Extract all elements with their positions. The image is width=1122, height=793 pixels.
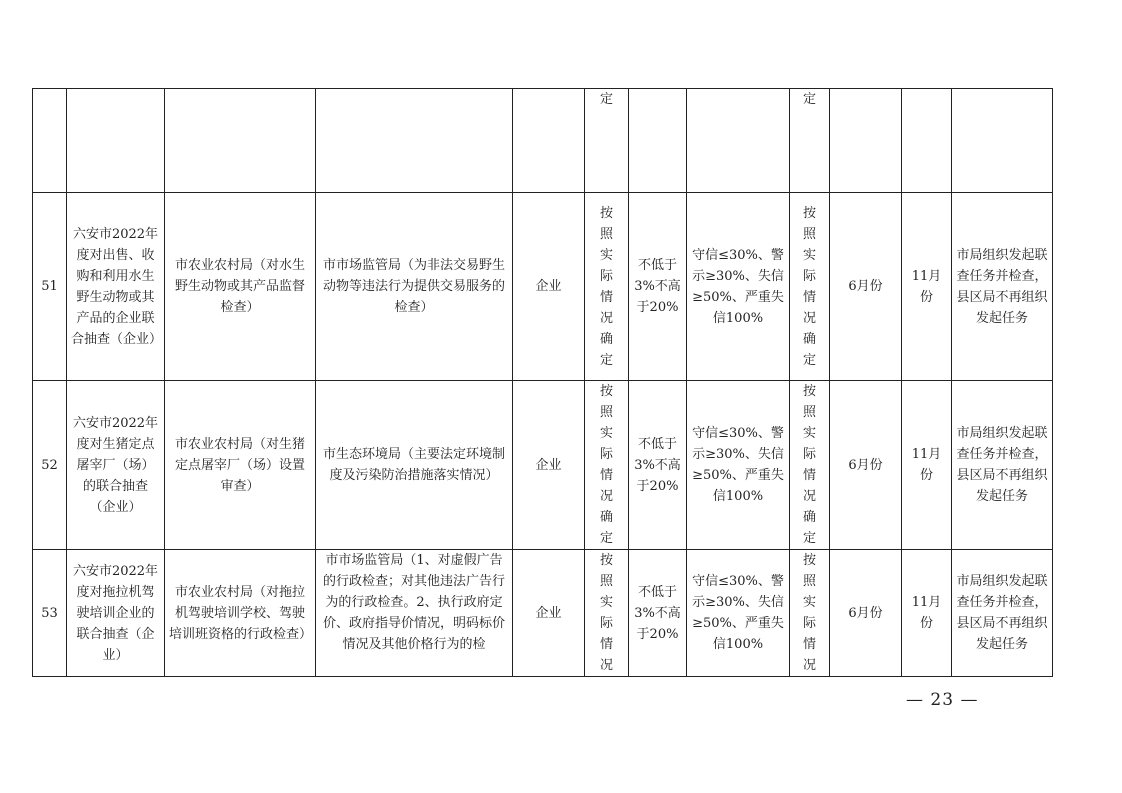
cell-sampling-proportion: 不低于3%不高于20% [629,193,687,381]
cell-lead-department: 市农业农村局（对拖拉机驾驶培训学校、驾驶培训班资格的行政检查） [165,550,316,677]
cell-start-time: 6月份 [830,193,902,381]
cell-note: 市局组织发起联查任务并检查，县区局不再组织发起任务 [952,381,1053,550]
cell-end-time: 11月份 [902,381,952,550]
cell-frequency: 按照实际情况确定 [790,381,830,550]
table-row [33,193,1053,381]
cell-lead-department: 市农业农村局（对生猪定点屠宰厂（场）设置审查） [165,381,316,550]
cell-sampling-ratio: 按照实际情况确定 [585,381,629,550]
cell-number: 51 [33,193,67,381]
table-row [33,381,1053,550]
cell-cooperating-department: 市市场监管局（为非法交易野生动物等违法行为提供交易服务的检查） [316,193,513,381]
cell-credit-ratio: 守信≤30%、警示≥30%、失信≥50%、严重失信100% [687,550,790,677]
cell-credit-ratio: 守信≤30%、警示≥30%、失信≥50%、严重失信100% [687,193,790,381]
cell-end-time: 11月份 [902,193,952,381]
cell-inspection-object: 企业 [513,193,585,381]
table-row [33,550,1053,677]
cell-start-time: 6月份 [830,381,902,550]
cell-ratio-continued: 定 [585,89,629,193]
cell-inspection-object: 企业 [513,381,585,550]
cell-number: 52 [33,381,67,550]
cell-inspection-object: 企业 [513,550,585,677]
cell-task-name: 六安市2022年度对拖拉机驾驶培训企业的联合抽查（企业） [67,550,165,677]
page-number: — 23 — [906,690,979,710]
cell-credit-ratio: 守信≤30%、警示≥30%、失信≥50%、严重失信100% [687,381,790,550]
cell-task-name: 六安市2022年度对出售、收购和利用水生野生动物或其产品的企业联合抽查（企业） [67,193,165,381]
cell-cooperating-department: 市生态环境局（主要法定环境制度及污染防治措施落实情况） [316,381,513,550]
cell-sampling-proportion: 不低于3%不高于20% [629,550,687,677]
cell-number: 53 [33,550,67,677]
cell-lead-department: 市农业农村局（对水生野生动物或其产品监督检查） [165,193,316,381]
cell-frequency-continued: 定 [790,89,830,193]
cell-note: 市局组织发起联查任务并检查，县区局不再组织发起任务 [952,550,1053,677]
cell-sampling-ratio: 按照实际情况 [585,550,629,677]
cell-sampling-ratio: 按照实际情况确定 [585,193,629,381]
cell-task-name: 六安市2022年度对生猪定点屠宰厂（场）的联合抽查（企业） [67,381,165,550]
table-row-continued [33,89,1053,193]
cell-note: 市局组织发起联查任务并检查，县区局不再组织发起任务 [952,193,1053,381]
cell-start-time: 6月份 [830,550,902,677]
inspection-plan-table [32,88,1053,677]
cell-frequency: 按照实际情况确定 [790,193,830,381]
cell-end-time: 11月份 [902,550,952,677]
cell-frequency: 按照实际情况 [790,550,830,677]
cell-sampling-proportion: 不低于3%不高于20% [629,381,687,550]
cell-cooperating-department: 市市场监管局（1、对虚假广告的行政检查；对其他违法广告行为的行政检查。2、执行政府定价、政府指导价情况，明码标价情况及其他价格行为的检 [316,550,513,677]
